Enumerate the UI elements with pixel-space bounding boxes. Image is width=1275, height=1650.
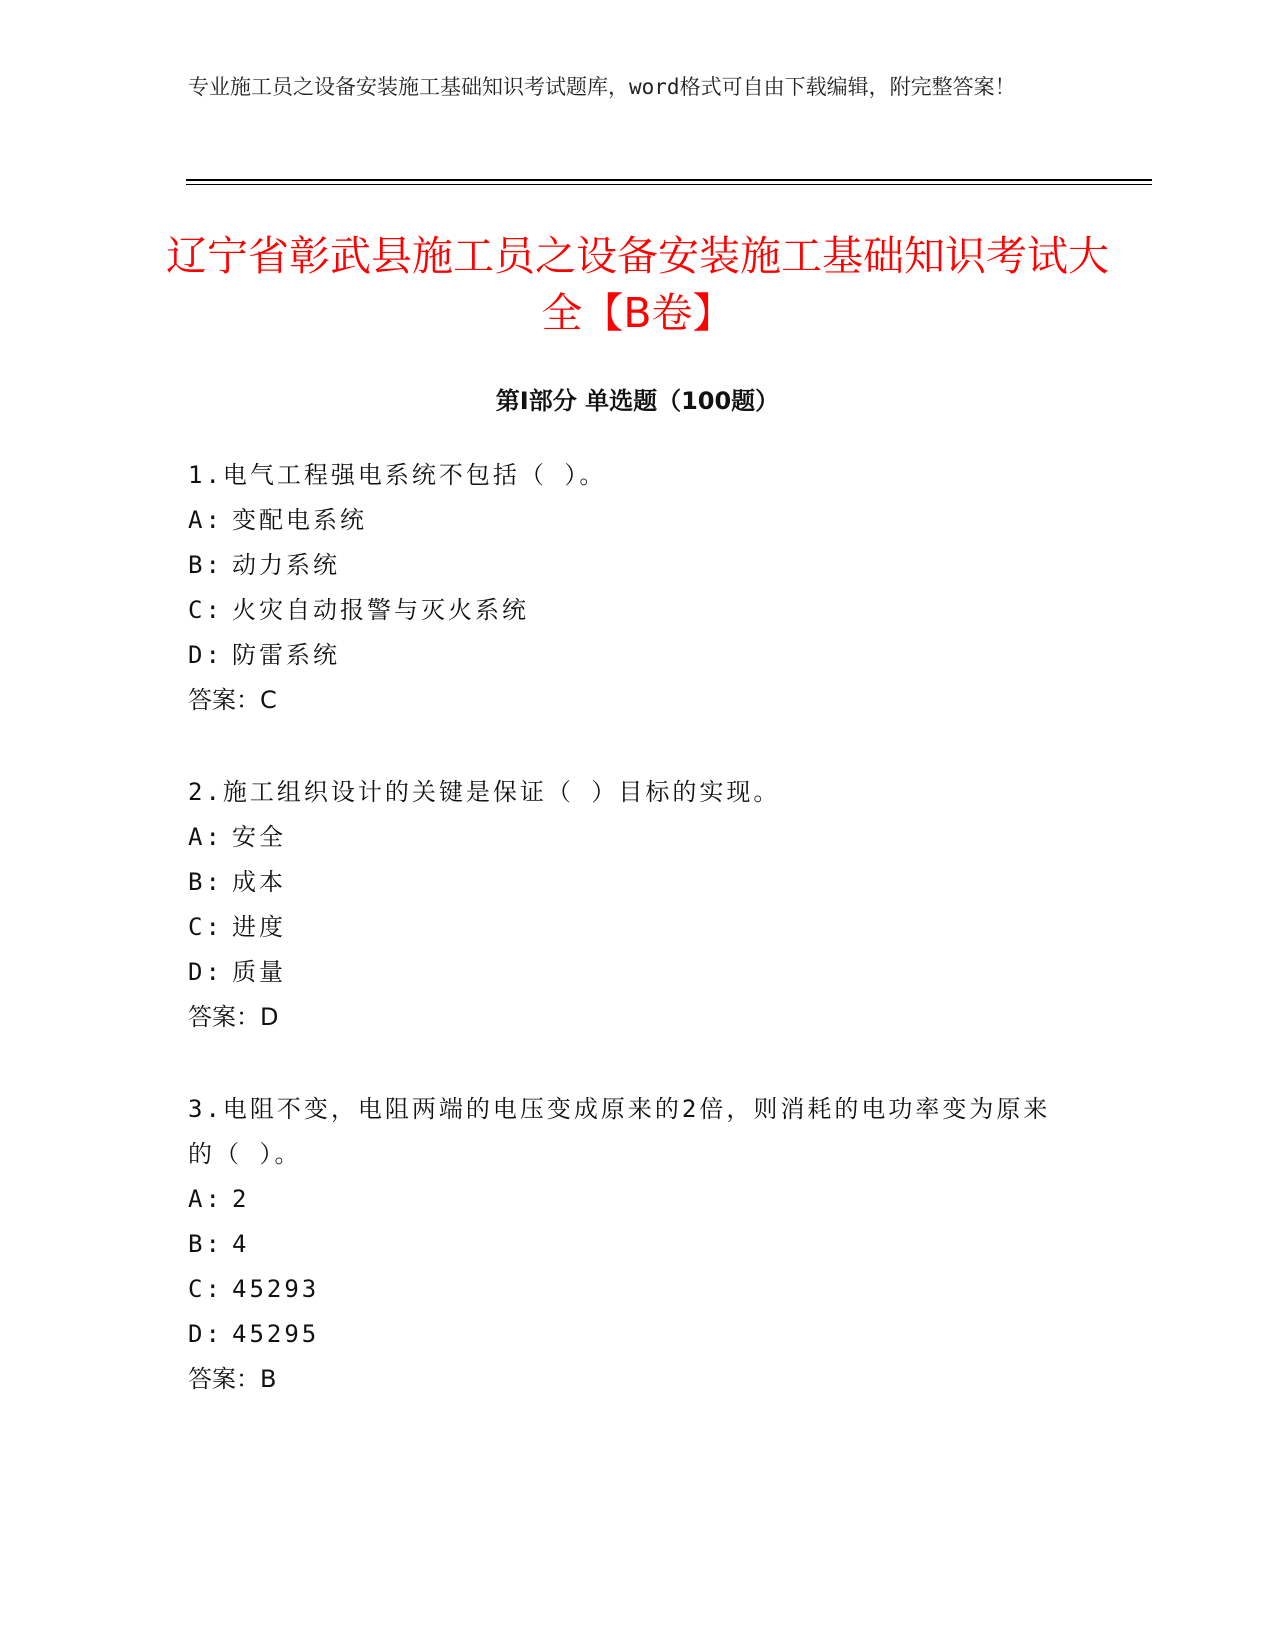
option-text: 火灾自动报警与灭火系统 xyxy=(232,596,529,624)
question-stem: 3.电阻不变，电阻两端的电压变成原来的2倍，则消耗的电功率变为原来的（ ）。 xyxy=(188,1095,1051,1168)
option-key: B: xyxy=(188,868,223,896)
option-key: D: xyxy=(188,641,223,669)
option-key: A: xyxy=(188,506,223,534)
option-d xyxy=(188,1312,1068,1357)
option-key: B: xyxy=(188,551,223,579)
option-a xyxy=(188,498,1068,543)
option-key: A: xyxy=(188,823,223,851)
option-text: 动力系统 xyxy=(232,551,340,579)
option-d xyxy=(188,950,1068,995)
section-title: 第Ⅰ部分 单选题（100题） xyxy=(495,387,780,415)
option-text: 质量 xyxy=(232,958,286,986)
option-key: C: xyxy=(188,596,223,624)
option-key: C: xyxy=(188,1275,223,1303)
document-title: 辽宁省彰武县施工员之设备安装施工基础知识考试大全【B卷】 xyxy=(166,232,1109,337)
option-key: A: xyxy=(188,1185,223,1213)
option-text: 45295 xyxy=(232,1320,320,1348)
option-text: 2 xyxy=(232,1185,250,1213)
option-a xyxy=(188,815,1068,860)
header-rule-thick xyxy=(186,179,1152,181)
option-text: 45293 xyxy=(232,1275,320,1303)
answer: 答案：B xyxy=(188,1365,277,1393)
option-text: 4 xyxy=(232,1230,250,1258)
option-b xyxy=(188,543,1068,588)
question-stem: 1.电气工程强电系统不包括（ ）。 xyxy=(188,461,607,489)
option-text: 安全 xyxy=(232,823,286,851)
option-c xyxy=(188,905,1068,950)
option-key: D: xyxy=(188,1320,223,1348)
answer: 答案：C xyxy=(188,686,277,714)
option-key: C: xyxy=(188,913,223,941)
option-text: 成本 xyxy=(232,868,286,896)
option-text: 防雷系统 xyxy=(232,641,340,669)
option-b xyxy=(188,860,1068,905)
question-stem: 2.施工组织设计的关键是保证（ ）目标的实现。 xyxy=(188,778,781,806)
option-c xyxy=(188,588,1068,633)
option-c xyxy=(188,1267,1068,1312)
option-text: 变配电系统 xyxy=(232,506,367,534)
question-2 xyxy=(188,770,1068,1040)
option-b xyxy=(188,1222,1068,1267)
option-text: 进度 xyxy=(232,913,286,941)
option-a xyxy=(188,1177,1068,1222)
question-3 xyxy=(188,1087,1068,1402)
option-key: D: xyxy=(188,958,223,986)
option-key: B: xyxy=(188,1230,223,1258)
header-note: 专业施工员之设备安装施工基础知识考试题库，word格式可自由下载编辑，附完整答案！ xyxy=(188,75,1016,99)
header-rule-thin xyxy=(186,184,1152,185)
option-d xyxy=(188,633,1068,678)
answer: 答案：D xyxy=(188,1003,279,1031)
question-1 xyxy=(188,453,1068,723)
